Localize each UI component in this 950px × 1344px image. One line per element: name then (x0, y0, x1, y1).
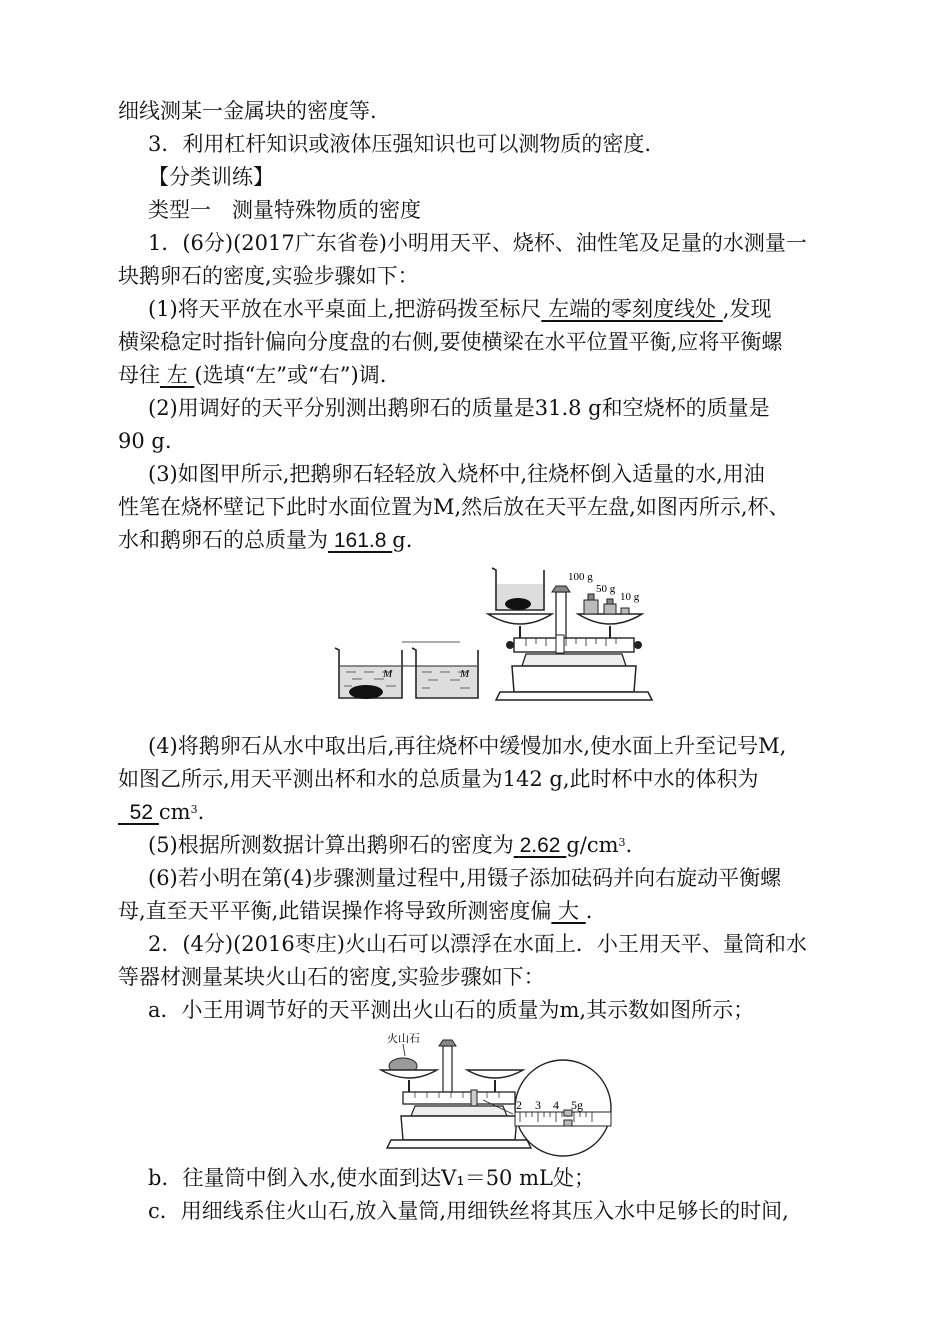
superscript: 3 (190, 803, 198, 816)
scale-tick-label: 4 (553, 1098, 559, 1112)
superscript: 3 (618, 836, 626, 849)
text: (选填“左”或“右”)调. (194, 363, 387, 387)
balance-scale (381, 1040, 531, 1148)
text: (2)用调好的天平分别测出鹅卵石的质量是31.8 g和空烧杯的质量是 (148, 396, 770, 420)
weight-10g-label: 10 g (620, 591, 640, 603)
text-line (148, 995, 754, 1025)
answer: 161.8 (333, 529, 387, 552)
answer-blank (541, 297, 722, 321)
text: b．往量筒中倒入水,使水面到达V₁＝50 mL处； (148, 1166, 595, 1190)
scale-tick-label: 3 (535, 1098, 541, 1112)
text-line (118, 962, 545, 992)
weight-100g-label: 100 g (568, 571, 593, 583)
text-line (148, 459, 765, 489)
text: 2．(4分)(2016枣庄)火山石可以漂浮在水面上．小王用天平、量筒和水 (148, 932, 807, 956)
text: g/cm (566, 833, 619, 857)
section-heading (148, 162, 274, 192)
text: (6)若小明在第(4)步骤测量过程中,用镊子添加砝码并向右旋动平衡螺 (148, 866, 782, 890)
text: 母往 (118, 363, 160, 387)
answer: 52 (129, 801, 154, 824)
text-line (148, 1196, 789, 1226)
text: cm (158, 800, 191, 824)
question-1-stem (148, 228, 807, 258)
answer: 2.62 (519, 834, 561, 857)
magnified-rider-scale (515, 1060, 611, 1156)
text: (5)根据所测数据计算出鹅卵石的密度为 (148, 833, 514, 857)
text-line (148, 129, 651, 159)
text: 90 g. (118, 429, 172, 453)
answer-blank (160, 363, 194, 387)
answer-blank (328, 529, 392, 552)
mark-m-label: M (383, 668, 393, 680)
text: 【分类训练】 (148, 165, 274, 189)
text-line (118, 327, 782, 357)
text: 1．(6分)(2017广东省卷)小明用天平、烧杯、油性笔及足量的水测量一 (148, 231, 807, 255)
answer-blank (551, 899, 585, 923)
text: . (197, 800, 205, 824)
text-line (118, 261, 419, 291)
figure-volcanic-stone-balance (375, 1030, 615, 1160)
text-line (148, 731, 786, 761)
figure-beakers-balance (330, 562, 660, 707)
answer-blank (118, 801, 159, 824)
text: 性笔在烧杯壁记下此时水面位置为M,然后放在天平左盘,如图丙所示,杯、 (118, 495, 790, 519)
text-line (148, 294, 771, 324)
text: (1)将天平放在水平桌面上,把游码拨至标尺 (148, 297, 542, 321)
text: (3)如图甲所示,把鹅卵石轻轻放入烧杯中,往烧杯倒入适量的水,用油 (148, 462, 765, 486)
text-line (148, 393, 770, 423)
text: ,发现 (722, 297, 772, 321)
text: 3．利用杠杆知识或液体压强知识也可以测物质的密度. (148, 132, 652, 156)
text: 如图乙所示,用天平测出杯和水的总质量为142 g,此时杯中水的体积为 (118, 767, 759, 791)
text: 水和鹅卵石的总质量为 (118, 528, 328, 552)
text-line (148, 830, 632, 861)
balance-scale (488, 568, 652, 700)
text-line (118, 360, 386, 390)
text-line (148, 1163, 595, 1193)
text: a．小王用调节好的天平测出火山石的质量为m,其示数如图所示； (148, 998, 755, 1022)
stone-label: 火山石 (387, 1033, 420, 1045)
answer: 大 (558, 899, 580, 923)
answer-blank (514, 834, 567, 857)
text-line (118, 96, 377, 126)
text-line (118, 426, 172, 456)
text: c．用细线系住火山石,放入量筒,用细铁丝将其压入水中足够长的时间, (148, 1199, 789, 1223)
scale-tick-label: 2 (516, 1098, 522, 1112)
text-line (118, 764, 759, 794)
scale-tick-label: 5g (571, 1098, 583, 1112)
text: 等器材测量某块火山石的密度,实验步骤如下： (118, 965, 545, 989)
answer: 左 (166, 363, 188, 387)
text-line (118, 797, 204, 828)
text: 细线测某一金属块的密度等. (118, 99, 377, 123)
weight-50g-label: 50 g (596, 583, 616, 595)
text: g. (392, 528, 413, 552)
text: 母,直至天平平衡,此错误操作将导致所测密度偏 (118, 899, 552, 923)
text-line (118, 492, 790, 522)
text: (4)将鹅卵石从水中取出后,再往烧杯中缓慢加水,使水面上升至记号M, (148, 734, 787, 758)
text: 块鹅卵石的密度,实验步骤如下： (118, 264, 419, 288)
type-heading (148, 195, 421, 225)
text-line (148, 863, 781, 893)
text: 横梁稳定时指针偏向分度盘的右侧,要使横梁在水平位置平衡,应将平衡螺 (118, 330, 783, 354)
text: . (625, 833, 633, 857)
mark-m-label: M (460, 668, 470, 680)
question-2-stem (148, 929, 807, 959)
text: 类型一 测量特殊物质的密度 (148, 198, 421, 222)
text-line (118, 896, 592, 926)
text: . (585, 899, 593, 923)
text-line (118, 525, 412, 556)
answer: 左端的零刻度线处 (548, 297, 717, 321)
